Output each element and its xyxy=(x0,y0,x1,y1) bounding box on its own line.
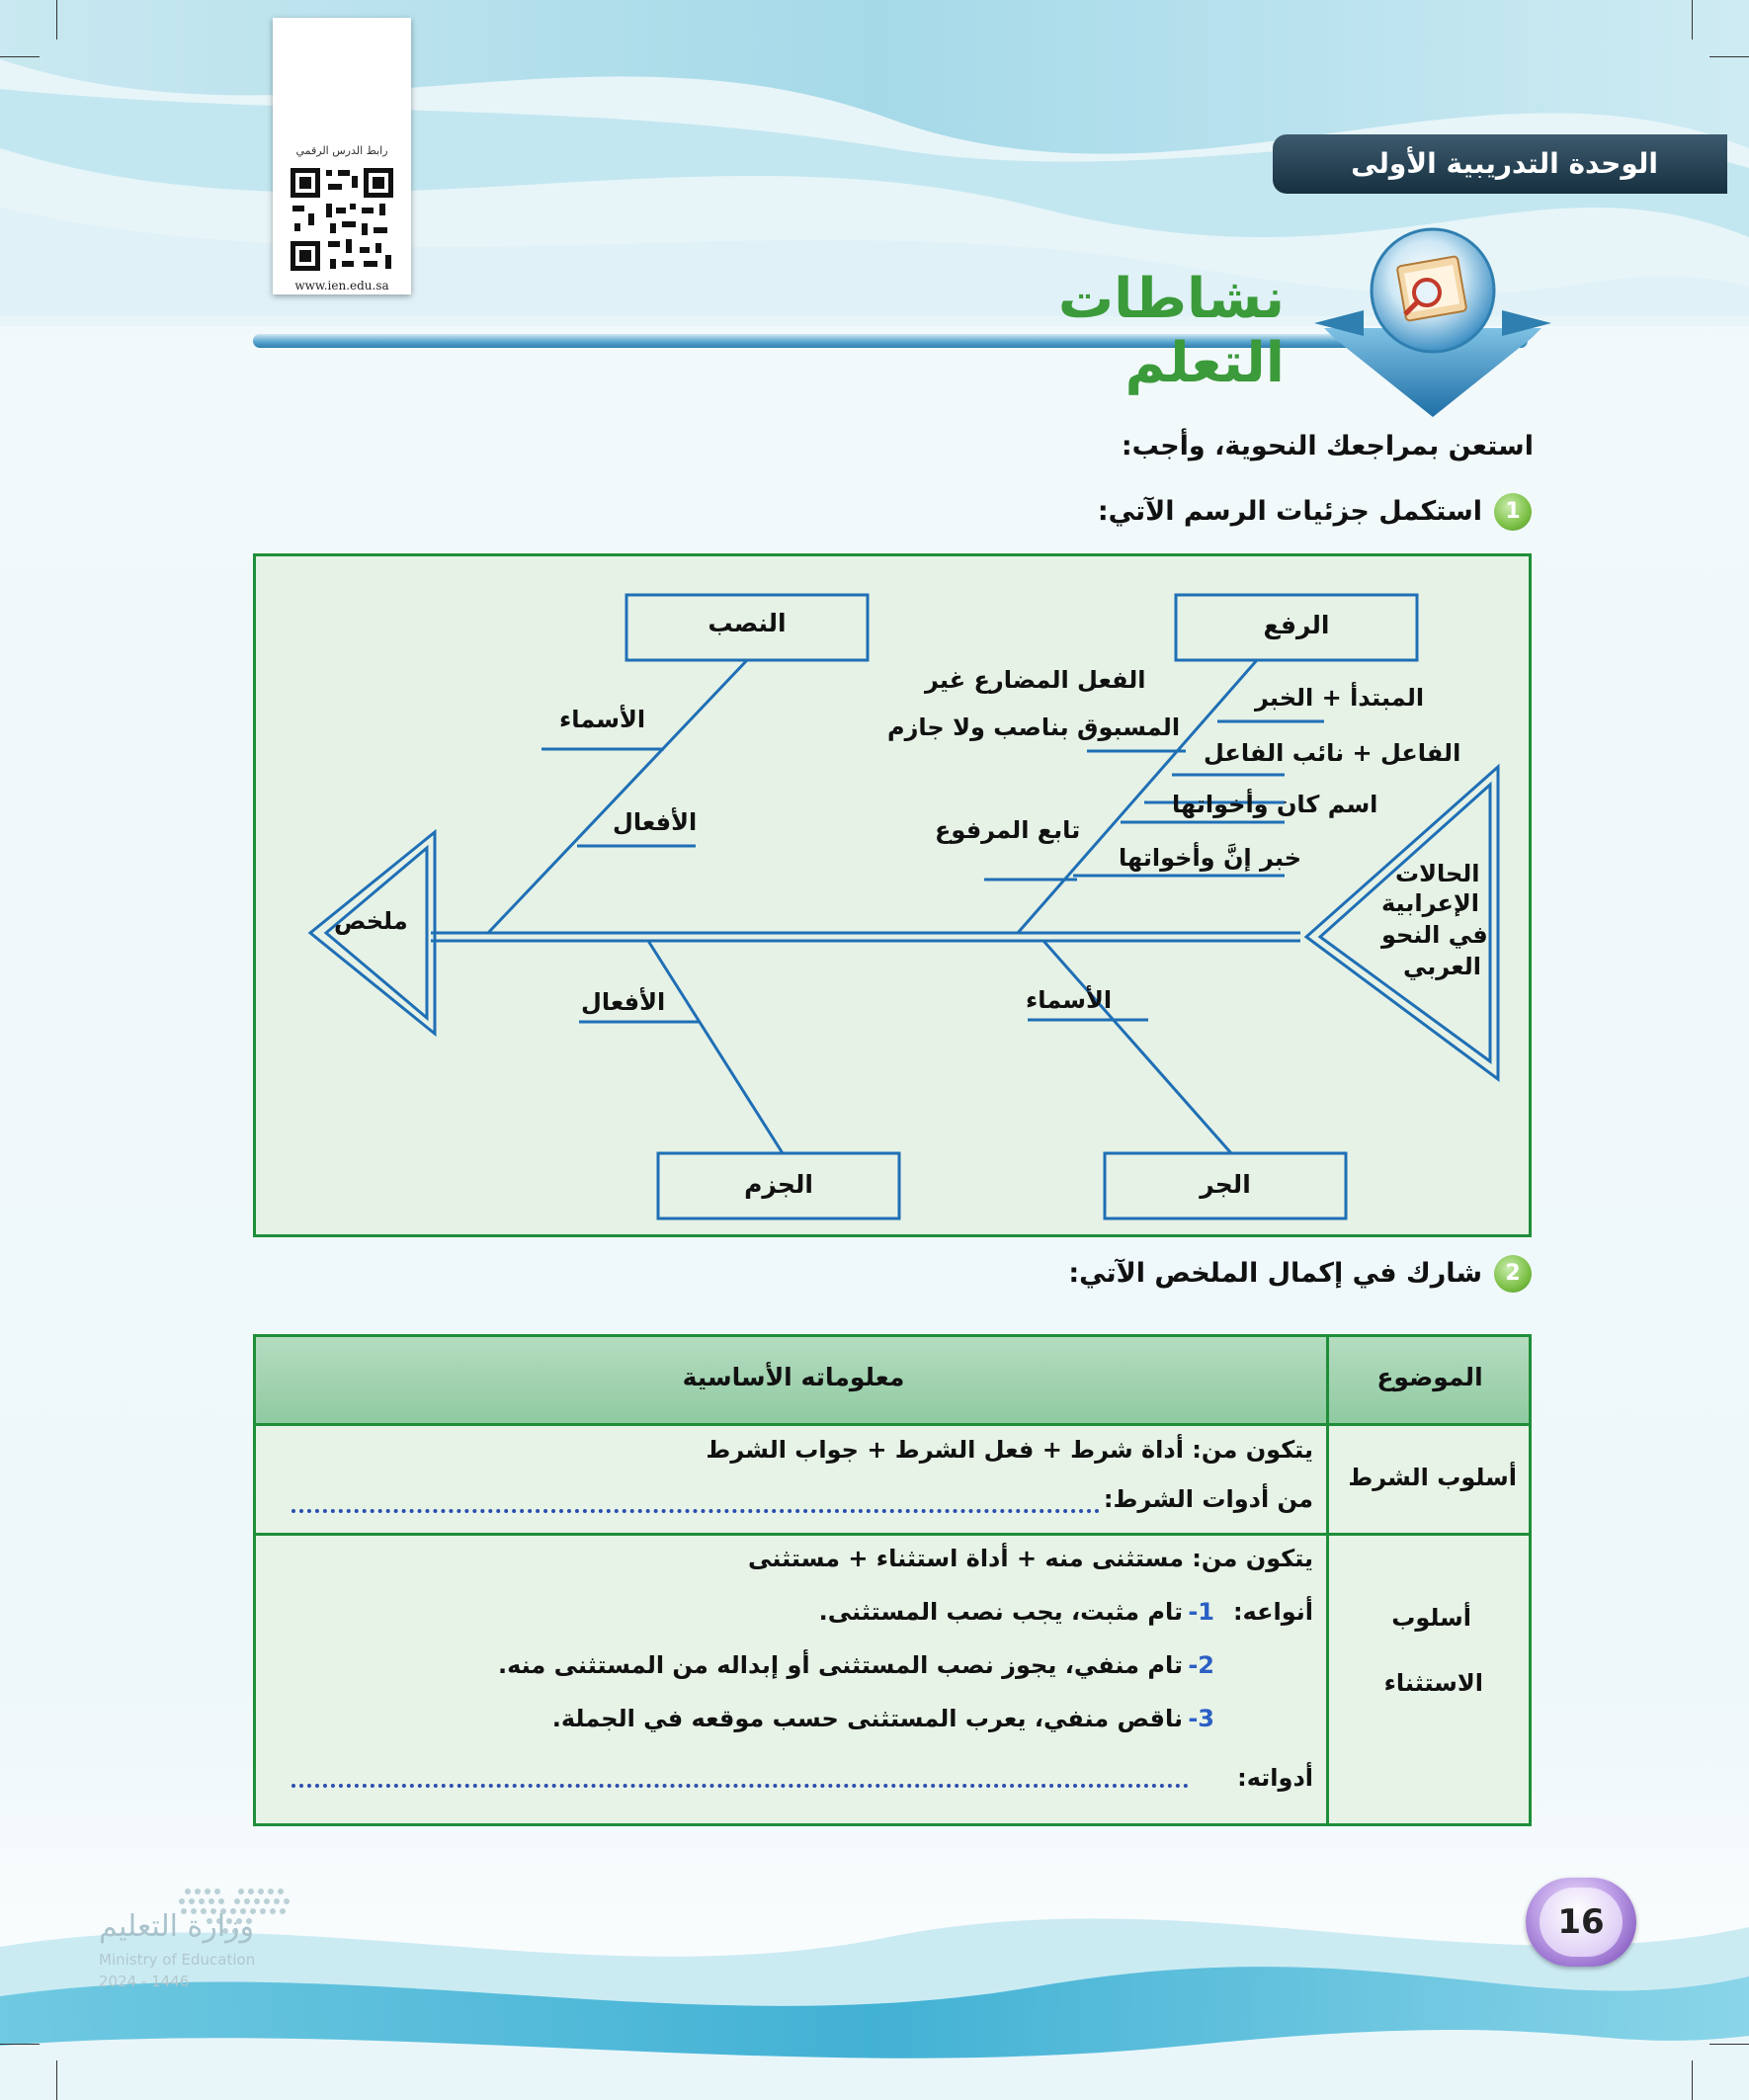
page-number: 16 xyxy=(1540,1888,1623,1957)
istithna-type2-number: 2- xyxy=(1188,1651,1214,1679)
ministry-name-arabic: وزارة التعليم xyxy=(99,1909,255,1944)
diagram-tail-label: ملخص xyxy=(334,907,408,935)
istithna-tools-label: أدواته: xyxy=(1237,1764,1313,1792)
istithna-topic-line1: أسلوب xyxy=(1391,1604,1471,1632)
table-divider xyxy=(256,1423,1529,1426)
question-2-text: شارك في إكمال الملخص الآتي: xyxy=(1068,1258,1482,1289)
diagram-head-label-line: الحالات xyxy=(1395,860,1480,887)
diagram-head-label-line: الإعرابية xyxy=(1381,889,1480,917)
raf-item-mubtada: المبتدأ + الخبر xyxy=(1255,684,1425,712)
nasb-item-asmaa: الأسماء xyxy=(559,706,646,733)
raf-item-kana: اسم كان وأخواتها xyxy=(1172,791,1378,818)
raf-item-inna: خبر إنَّ وأخواتها xyxy=(1119,844,1302,872)
nasb-item-af3al: الأفعال xyxy=(613,808,698,836)
raf-item-fi3l-line1: الفعل المضارع غير xyxy=(925,666,1146,694)
table-header-topic: الموضوع xyxy=(1376,1363,1483,1391)
question-1-text: استكمل جزئيات الرسم الآتي: xyxy=(1097,496,1482,527)
edition-year: 2024 - 1446 xyxy=(99,1973,190,1990)
jarr-item-asmaa: الأسماء xyxy=(1026,986,1113,1014)
istithna-types-label: أنواعه: xyxy=(1232,1598,1313,1626)
istithna-tools-blank[interactable] xyxy=(292,1784,1189,1788)
istithna-type3-number: 3- xyxy=(1188,1705,1214,1732)
box-jarr: الجر xyxy=(1200,1170,1251,1199)
istithna-type1: تام مثبت، يجب نصب المستثنى. xyxy=(818,1598,1183,1626)
section-title: نشاطات التعلم xyxy=(1057,267,1285,395)
shart-topic: أسلوب الشرط xyxy=(1348,1464,1517,1491)
istithna-type3: ناقص منفي، يعرب المستثنى حسب موقعه في الجملة. xyxy=(551,1705,1183,1732)
raf-item-fa3il: الفاعل + نائب الفاعل xyxy=(1204,739,1461,767)
raf-item-fi3l-line2: المسبوق بناصب ولا جازم xyxy=(887,714,1181,741)
shart-tools-blank[interactable] xyxy=(292,1509,1100,1513)
ministry-name-english: Ministry of Education xyxy=(99,1951,256,1969)
diagram-head-label-line: في النحو xyxy=(1381,921,1488,949)
box-nasb: النصب xyxy=(708,609,787,637)
intro-instruction: استعن بمراجعك النحوية، وأجب: xyxy=(1121,431,1534,462)
table-divider xyxy=(1326,1337,1329,1823)
unit-title: الوحدة التدريبية الأولى xyxy=(1351,147,1658,180)
question-1-number: 1 xyxy=(1494,493,1532,531)
istithna-type1-number: 1- xyxy=(1188,1598,1214,1626)
shart-line1: يتكون من: أداة شرط + فعل الشرط + جواب الشرط xyxy=(706,1436,1313,1464)
box-raf: الرفع xyxy=(1263,611,1330,639)
table-divider xyxy=(256,1533,1529,1536)
raf-item-tabi3: تابع المرفوع xyxy=(935,816,1081,844)
shart-line2: من أدوات الشرط: xyxy=(1103,1485,1313,1513)
table-header-info: معلوماته الأساسية xyxy=(682,1363,905,1391)
qr-label: رابط الدرس الرقمي xyxy=(295,144,388,157)
istithna-topic-line2: الاستثناء xyxy=(1383,1669,1483,1697)
box-jazm: الجزم xyxy=(744,1170,813,1199)
page-number-badge xyxy=(1526,1878,1636,1967)
diagram-head-label-line: العربي xyxy=(1403,953,1482,980)
istithna-type2: تام منفي، يجوز نصب المستثنى أو إبداله من المستثنى منه. xyxy=(497,1651,1183,1679)
question-2-number: 2 xyxy=(1494,1255,1532,1293)
istithna-line1: يتكون من: مستثنى منه + أداة استثناء + مستثنى xyxy=(748,1545,1313,1572)
qr-url[interactable]: www.ien.edu.sa xyxy=(294,279,389,293)
summary-table xyxy=(253,1334,1532,1826)
jazm-item-af3al: الأفعال xyxy=(581,988,666,1016)
